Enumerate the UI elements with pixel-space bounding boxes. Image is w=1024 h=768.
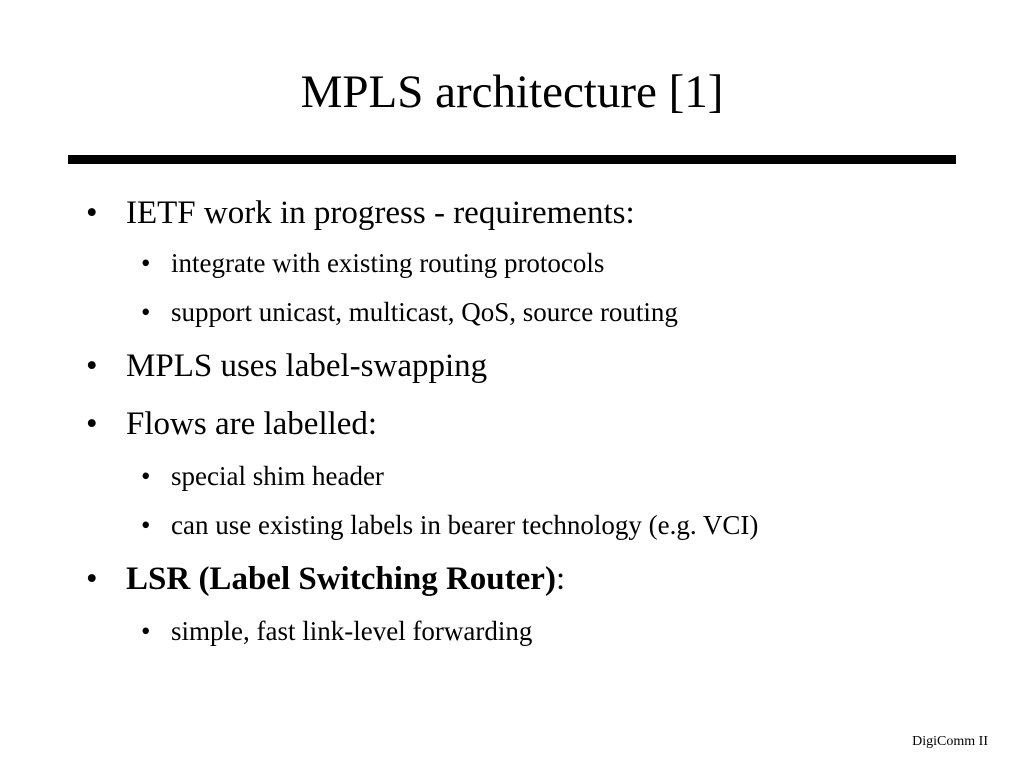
bullet-item-label-swapping [86, 346, 487, 386]
bullet-text: integrate with existing routing protocols [171, 248, 605, 278]
bullet-text: support unicast, multicast, QoS, source routing [171, 297, 678, 327]
bullet-glyph: • [141, 510, 151, 540]
sub-bullet-item-shim [141, 459, 384, 493]
bullet-item-ietf [86, 193, 635, 233]
sub-bullet-item-integrate [141, 246, 604, 280]
bullet-glyph: • [141, 248, 151, 278]
bullet-glyph: • [86, 348, 98, 384]
bullet-text: special shim header [171, 461, 384, 491]
bullet-glyph: • [86, 195, 98, 231]
bullet-item-flows [86, 404, 377, 444]
bullet-glyph: • [141, 297, 151, 327]
footer-label: DigiComm II [912, 734, 988, 749]
bullet-glyph: • [141, 616, 151, 646]
bullet-text: simple, fast link-level forwarding [171, 616, 533, 646]
bullet-text: can use existing labels in bearer technology (e.g. VCI) [171, 510, 759, 540]
bullet-text-rest: : [555, 561, 566, 597]
slide-title: MPLS architecture [1] [300, 66, 724, 118]
bullet-glyph: • [141, 461, 151, 491]
sub-bullet-item-existing-labels [141, 508, 758, 542]
bullet-text: Flows are labelled: [126, 406, 378, 442]
sub-bullet-item-support [141, 295, 678, 329]
bullet-glyph: • [86, 406, 98, 442]
bullet-text-bold: LSR (Label Switching Router) [126, 561, 556, 597]
bullet-item-lsr [86, 559, 565, 599]
bullet-text: MPLS uses label-swapping [126, 348, 488, 384]
bullet-text: IETF work in progress - requirements: [126, 195, 635, 231]
bullet-glyph: • [86, 561, 98, 597]
sub-bullet-item-forwarding [141, 614, 532, 648]
